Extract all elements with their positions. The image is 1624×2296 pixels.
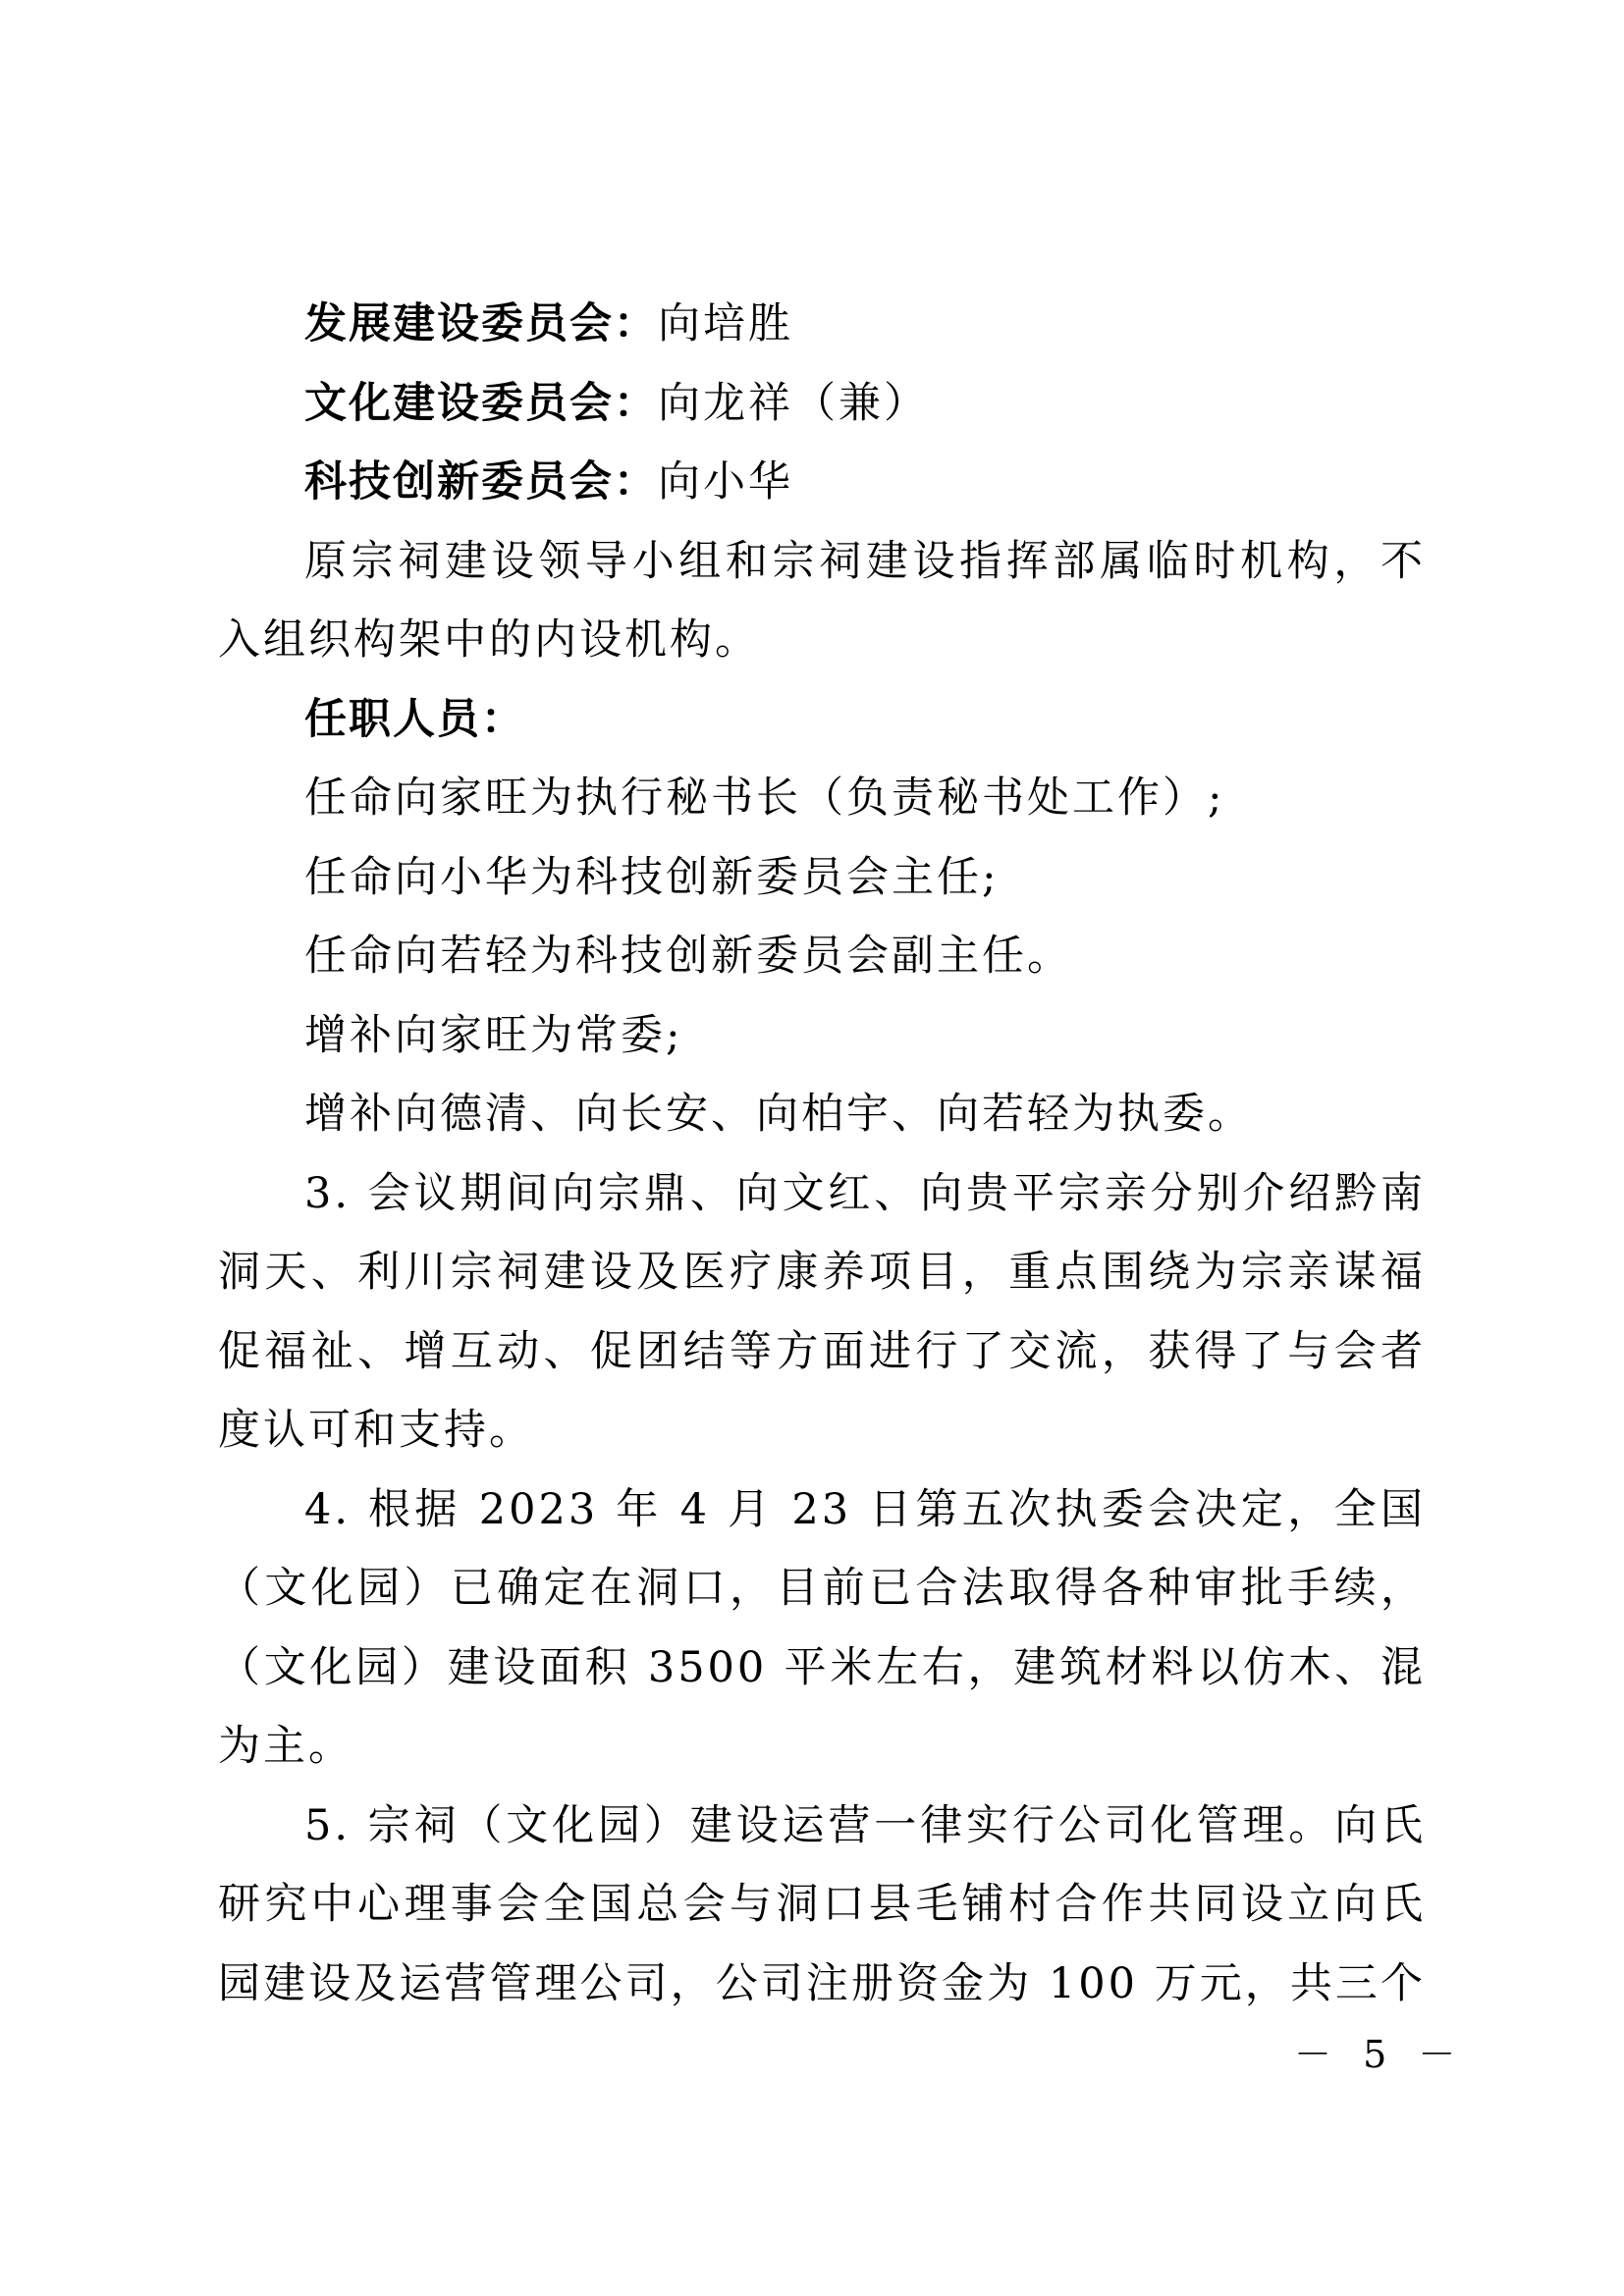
item5-line: 园建设及运营管理公司，公司注册资金为 100 万元，共三个	[218, 1958, 1426, 2008]
committee-line-culture	[218, 364, 1426, 444]
staff-heading-line	[218, 680, 1426, 760]
committee-member: 向培胜	[658, 299, 793, 348]
item4-line: 4. 根据 2023 年 4 月 23 日第五次执委会决定，全国	[304, 1484, 1426, 1534]
page-number: － 5 －	[1294, 2033, 1466, 2076]
item4-line: 为主。	[218, 1722, 353, 1771]
item5-line: 研究中心理事会全国总会与洞口县毛铺村合作共同设立向氏	[218, 1880, 1426, 1929]
committee-member: 向龙祥（兼）	[658, 378, 929, 428]
committee-line-development	[218, 285, 1426, 364]
committee-label: 文化建设委员会：	[304, 378, 658, 428]
committee-line-technology	[218, 443, 1426, 522]
item3-line: 促福祉、增互动、促团结等方面进行了交流，获得了与会者	[218, 1326, 1426, 1376]
appointment-line: 增补向德清、向长安、向柏宇、向若轻为执委。	[304, 1090, 1253, 1139]
item5-line: 5. 宗祠（文化园）建设运营一律实行公司化管理。向氏	[304, 1800, 1426, 1850]
committee-member: 向小华	[658, 457, 793, 507]
committee-label: 科技创新委员会：	[304, 457, 658, 507]
appointment-line: 任命向若轻为科技创新委员会副主任。	[304, 932, 1072, 981]
item4-line: （文化园）建设面积 3500 平米左右，建筑材料以仿木、混	[218, 1642, 1426, 1692]
appointment-line: 任命向家旺为执行秘书长（负责秘书处工作）;	[304, 774, 1225, 823]
item3-line: 洞天、利川宗祠建设及医疗康养项目，重点围绕为宗亲谋福	[218, 1248, 1426, 1297]
committee-label: 发展建设委员会：	[304, 299, 658, 348]
appointment-line: 增补向家旺为常委;	[304, 1010, 683, 1060]
item3-line: 度认可和支持。	[218, 1406, 534, 1455]
paragraph-line: 原宗祠建设领导小组和宗祠建设指挥部属临时机构，不	[304, 536, 1426, 586]
document-body	[218, 285, 1426, 2023]
appointment-line: 任命向小华为科技创新委员会主任;	[304, 852, 1000, 902]
item3-line: 3. 会议期间向宗鼎、向文红、向贵平宗亲分别介绍黔南	[304, 1168, 1426, 1218]
item4-line: （文化园）已确定在洞口，目前已合法取得各种审批手续，	[218, 1564, 1426, 1613]
paragraph-line: 入组织构架中的内设机构。	[218, 615, 760, 665]
staff-heading: 任职人员：	[304, 694, 525, 744]
